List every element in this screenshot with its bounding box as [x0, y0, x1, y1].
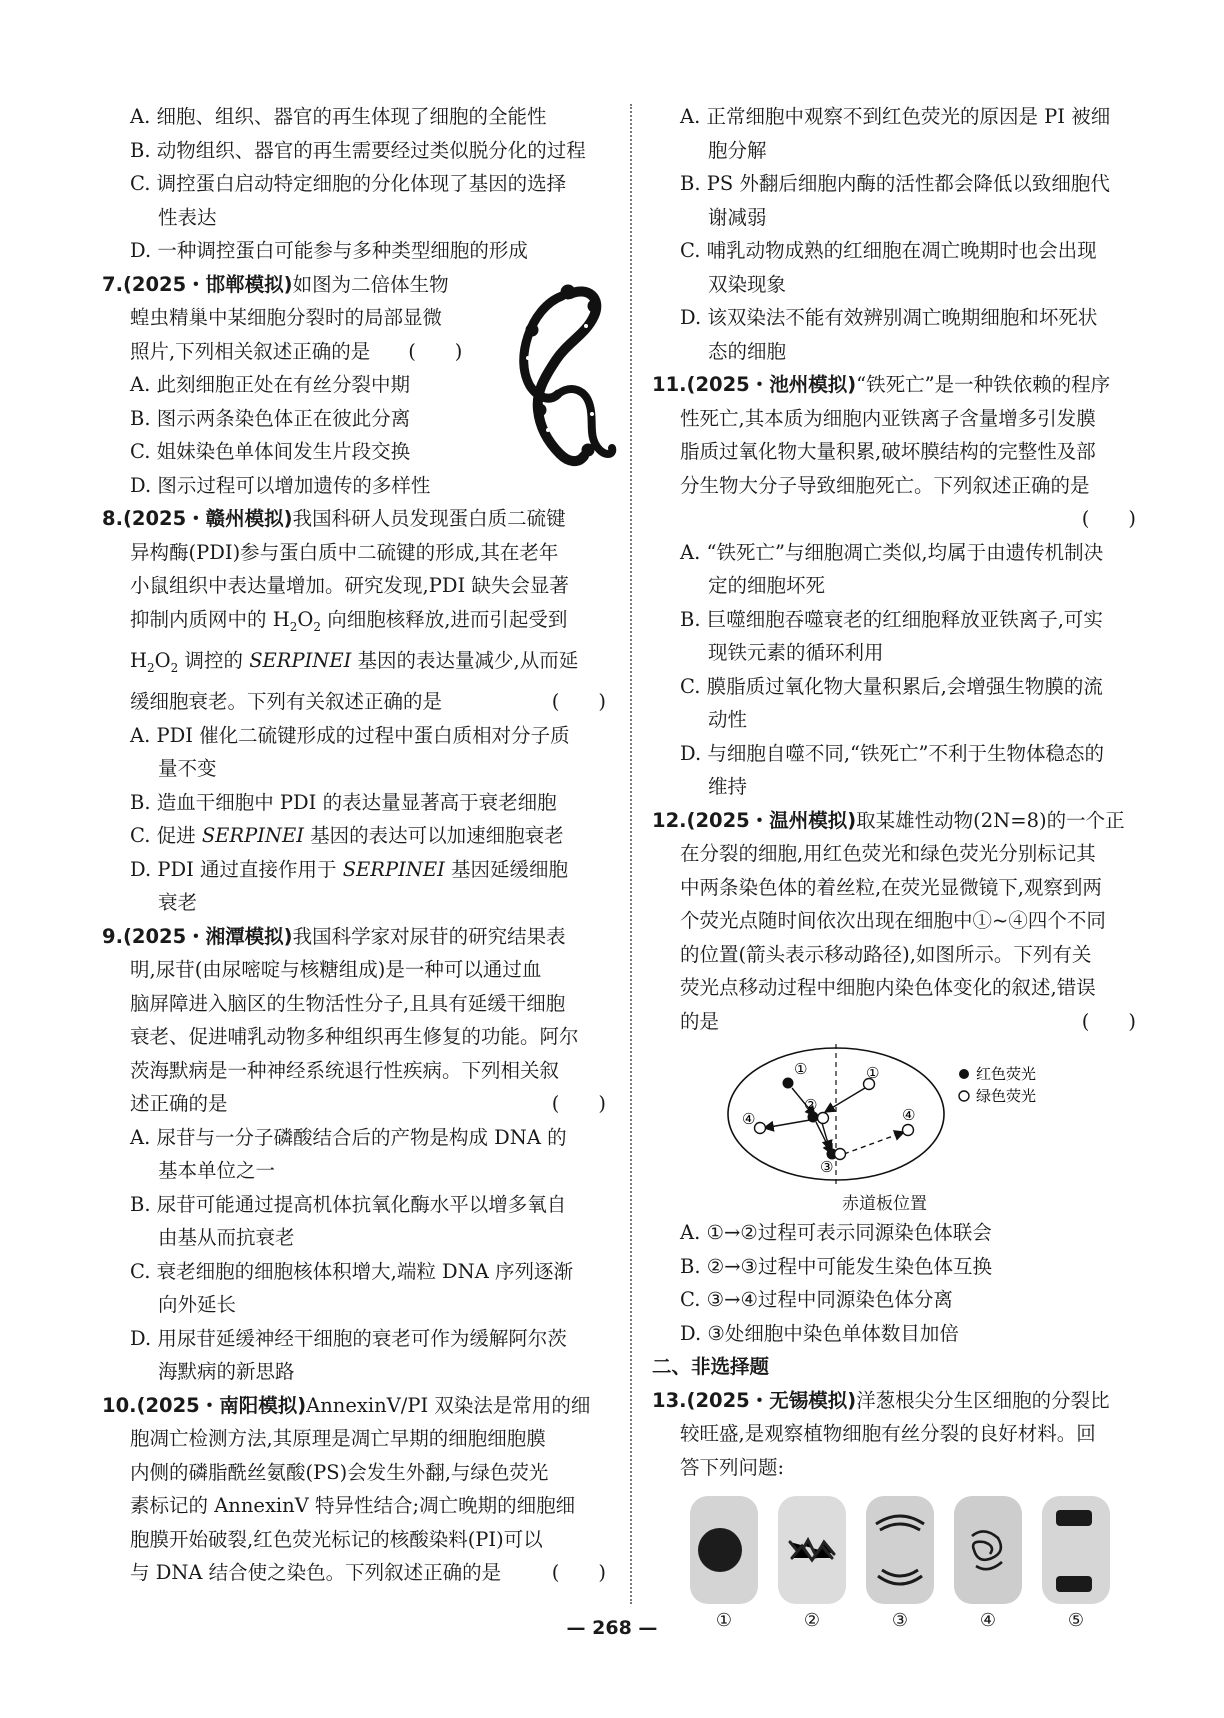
cell-image-1	[690, 1496, 758, 1604]
q11-option-b-cont: 现铁元素的循环利用	[708, 641, 884, 664]
cell-image-5	[1042, 1496, 1110, 1604]
cell-image-2	[778, 1496, 846, 1604]
green-dot	[835, 1149, 846, 1160]
q8-option-d-cont: 衰老	[158, 891, 198, 915]
q11-option-d-cont: 维持	[708, 775, 748, 798]
q8-source: (2025・赣州模拟)	[122, 507, 293, 530]
q10-option-d-cont: 态的细胞	[708, 339, 787, 363]
cell-image-4	[954, 1496, 1022, 1604]
q12-number: 12.	[652, 808, 687, 832]
q7-stem: 7.(2025・邯郸模拟)如图为二倍体生物	[102, 272, 449, 296]
right-column	[652, 100, 1140, 1636]
q13-stem-line: 较旺盛,是观察植物细胞有丝分裂的良好材料。回	[680, 1422, 1096, 1445]
position-label: ①	[794, 1060, 808, 1078]
q12-stem-line: 的位置(箭头表示移动路径),如图所示。下列有关	[680, 942, 1092, 966]
q9-option-c-cont: 向外延长	[158, 1293, 237, 1317]
q6-option-a: A. 细胞、组织、器官的再生体现了细胞的全能性	[130, 105, 547, 128]
green-dot	[903, 1125, 914, 1136]
q9-option-a: A. 尿苷与一分子磷酸结合后的产物是构成 DNA 的	[130, 1125, 567, 1149]
q10-option-b: B. PS 外翻后细胞内酶的活性都会降低以致细胞代	[680, 172, 1110, 195]
q12-option-c: C. ③→④过程中同源染色体分离	[680, 1288, 953, 1311]
cell-label: ⑤	[1067, 1610, 1085, 1631]
q10-stem-line: 胞凋亡检测方法,其原理是凋亡早期的细胞细胞膜	[130, 1427, 546, 1451]
q8-stem: 8.(2025・赣州模拟)我国科研人员发现蛋白质二硫键	[102, 507, 566, 530]
q10-stem-line: 与 DNA 结合使之染色。下列叙述正确的是 ( )	[102, 1556, 610, 1590]
q12-option-a: A. ①→②过程可表示同源染色体联会	[680, 1221, 992, 1244]
cell-ellipse-diagram	[724, 1044, 1104, 1194]
q9-number: 9.	[102, 924, 123, 948]
q9-stem: 9.(2025・湘潭模拟)我国科学家对尿苷的研究结果表	[102, 924, 566, 948]
q10-stem-line: 内侧的磷脂酰丝氨酸(PS)会发生外翻,与绿色荧光	[130, 1460, 549, 1484]
q7-number: 7.	[102, 272, 123, 296]
q12-stem: 12.(2025・温州模拟)取某雄性动物(2N=8)的一个正	[652, 808, 1125, 832]
legend-green-dot	[959, 1091, 969, 1101]
column-divider	[630, 104, 632, 1604]
q10-option-c-cont: 双染现象	[708, 272, 787, 296]
q9-stem-line: 茨海默病是一种神经系统退行性疾病。下列相关叙	[130, 1058, 560, 1082]
q10-option-a-cont: 胞分解	[708, 138, 767, 162]
q6-option-c: C. 调控蛋白启动特定细胞的分化体现了基因的选择	[130, 172, 567, 195]
q8-option-a: A. PDI 催化二硫键形成的过程中蛋白质相对分子质	[130, 723, 570, 747]
q8-option-a-cont: 量不变	[158, 757, 217, 781]
q12-source: (2025・温州模拟)	[686, 808, 857, 832]
section-heading: 二、非选择题	[652, 1355, 770, 1378]
q9-option-d: D. 用尿苷延缓神经干细胞的衰老可作为缓解阿尔茨	[130, 1326, 567, 1350]
q12-stem-line: 中两条染色体的着丝粒,在荧光显微镜下,观察到两	[680, 875, 1102, 899]
q9-option-b: B. 尿苷可能通过提高机体抗氧化酶水平以增多氧自	[130, 1192, 567, 1216]
legend-green-label: 绿色荧光	[976, 1087, 1037, 1105]
q7-stem-line: 照片,下列相关叙述正确的是 ( )	[130, 339, 463, 363]
position-label: ②	[804, 1096, 818, 1114]
q11-option-d: D. 与细胞自噬不同,“铁死亡”不利于生物体稳态的	[680, 741, 1104, 765]
q10-option-d: D. 该双染法不能有效辨别凋亡晚期细胞和坏死状	[680, 306, 1098, 329]
fluorescence-diagram	[724, 1044, 1104, 1214]
q10-stem-line: 素标记的 AnnexinV 特异性结合;凋亡晚期的细胞细	[130, 1494, 576, 1518]
q12-stem-line: 荧光点移动过程中细胞内染色体变化的叙述,错误	[680, 976, 1096, 999]
q10-number: 10.	[102, 1393, 137, 1417]
q9-stem-line: 明,尿苷(由尿嘧啶与核糖组成)是一种可以通过血	[130, 958, 542, 982]
q8-number: 8.	[102, 507, 123, 530]
q8-stem-line: 缓细胞衰老。下列有关叙述正确的是 ( )	[102, 685, 610, 719]
position-label: ①	[866, 1064, 880, 1082]
chromosome-micrograph	[498, 280, 618, 470]
q11-option-b: B. 巨噬细胞吞噬衰老的红细胞释放亚铁离子,可实	[680, 607, 1103, 631]
answer-paren: ( )	[1081, 507, 1136, 530]
q7-option-b: B. 图示两条染色体正在彼此分离	[130, 406, 411, 430]
legend-red-label: 红色荧光	[976, 1065, 1037, 1083]
q10-option-b-cont: 谢减弱	[708, 205, 767, 229]
answer-paren: ( )	[1081, 1009, 1136, 1033]
onion-cells-micrograph	[690, 1496, 1110, 1636]
q11-stem: 11.(2025・池州模拟)“铁死亡”是一种铁依赖的程序	[652, 373, 1111, 396]
q6-option-b: B. 动物组织、器官的再生需要经过类似脱分化的过程	[130, 138, 586, 162]
q9-option-a-cont: 基本单位之一	[158, 1159, 276, 1183]
q8-option-b: B. 造血干细胞中 PDI 的表达量显著高于衰老细胞	[130, 790, 557, 814]
q13-stem: 13.(2025・无锡模拟)洋葱根尖分生区细胞的分裂比	[652, 1388, 1110, 1412]
answer-paren: ( )	[408, 339, 463, 363]
q12-stem-line: 的是 ( )	[652, 1005, 1140, 1039]
answer-paren: ( )	[551, 1092, 606, 1116]
q9-option-d-cont: 海默病的新思路	[158, 1360, 295, 1384]
q6-option-c-cont: 性表达	[158, 205, 217, 229]
green-dot	[818, 1113, 829, 1124]
q8-option-c: C. 促进 SERPINEI 基因的表达可以加速细胞衰老	[130, 824, 564, 848]
q12-stem-line: 在分裂的细胞,用红色荧光和绿色荧光分别标记其	[680, 842, 1096, 865]
equatorial-plate-caption: 赤道板位置	[842, 1194, 927, 1214]
position-label: ④	[742, 1110, 756, 1128]
green-dot	[755, 1123, 766, 1134]
q8-option-d: D. PDI 通过直接作用于 SERPINEI 基因延缓细胞	[130, 857, 569, 881]
q7-option-c: C. 姐妹染色单体间发生片段交换	[130, 440, 411, 463]
q11-number: 11.	[652, 373, 687, 396]
q11-stem-line: 分生物大分子导致细胞死亡。下列叙述正确的是	[680, 473, 1090, 497]
q13-stem-line: 答下列问题:	[680, 1455, 785, 1479]
answer-paren: ( )	[551, 1561, 606, 1585]
cell-label: ②	[803, 1610, 821, 1631]
q9-option-c: C. 衰老细胞的细胞核体积增大,端粒 DNA 序列逐渐	[130, 1259, 573, 1283]
red-dot	[783, 1078, 794, 1089]
q11-source: (2025・池州模拟)	[686, 373, 857, 396]
cell-label: ①	[715, 1610, 733, 1631]
q11-stem-line: 性死亡,其本质为细胞内亚铁离子含量增多引发膜	[680, 406, 1096, 430]
q9-stem-line: 述正确的是 ( )	[102, 1087, 610, 1121]
q7-option-a: A. 此刻细胞正处在有丝分裂中期	[130, 373, 410, 396]
q11-option-c: C. 膜脂质过氧化物大量积累后,会增强生物膜的流	[680, 674, 1103, 698]
cell-image-3	[866, 1496, 934, 1604]
q13-number: 13.	[652, 1388, 687, 1412]
q6-option-d: D. 一种调控蛋白可能参与多种类型细胞的形成	[130, 239, 528, 262]
cell-label: ③	[891, 1610, 909, 1631]
q12-stem-line: 个荧光点随时间依次出现在细胞中①~④四个不同	[680, 909, 1106, 932]
q10-option-a: A. 正常细胞中观察不到红色荧光的原因是 PI 被细	[680, 105, 1111, 128]
q7-stem-line: 蝗虫精巢中某细胞分裂时的局部显微	[130, 306, 443, 329]
position-label: ④	[902, 1106, 916, 1124]
position-label: ③	[820, 1158, 834, 1176]
q8-stem-line: $H_2O_2$ 调控的 SERPINEI 基因的表达量减少,从而延	[130, 648, 579, 675]
cell-label: ④	[979, 1610, 997, 1631]
answer-paren: ( )	[551, 690, 606, 714]
q11-option-c-cont: 动性	[708, 708, 748, 731]
q8-stem-line: 异构酶(PDI)参与蛋白质中二硫键的形成,其在老年	[130, 540, 559, 564]
q10-option-c: C. 哺乳动物成熟的红细胞在凋亡晚期时也会出现	[680, 239, 1097, 262]
q11-stem-line: 脂质过氧化物大量积累,破坏膜结构的完整性及部	[680, 440, 1096, 463]
q10-stem-line: 胞膜开始破裂,红色荧光标记的核酸染料(PI)可以	[130, 1527, 543, 1551]
q13-source: (2025・无锡模拟)	[686, 1388, 857, 1412]
q10-stem: 10.(2025・南阳模拟)AnnexinV/PI 双染法是常用的细	[102, 1393, 591, 1417]
q8-stem-line: 小鼠组织中表达量增加。研究发现,PDI 缺失会显著	[130, 574, 569, 597]
q12-option-b: B. ②→③过程中可能发生染色体互换	[680, 1254, 993, 1278]
q11-option-a-cont: 定的细胞坏死	[708, 574, 826, 597]
q10-source: (2025・南阳模拟)	[136, 1393, 307, 1417]
q9-stem-line: 衰老、促进哺乳动物多种组织再生修复的功能。阿尔	[130, 1025, 579, 1049]
q12-option-d: D. ③处细胞中染色单体数目加倍	[680, 1321, 959, 1345]
q11-option-a: A. “铁死亡”与细胞凋亡类似,均属于由遗传机制决	[680, 540, 1104, 564]
q9-option-b-cont: 由基从而抗衰老	[158, 1226, 295, 1250]
page-number: — 268 —	[566, 1617, 658, 1639]
legend-red-dot	[959, 1069, 969, 1079]
q9-source: (2025・湘潭模拟)	[122, 924, 293, 948]
q9-stem-line: 脑屏障进入脑区的生物活性分子,且具有延缓干细胞	[130, 991, 566, 1015]
q8-stem-line: 抑制内质网中的 $H_2O_2$ 向细胞核释放,进而引起受到	[130, 607, 568, 634]
q7-source: (2025・邯郸模拟)	[122, 272, 293, 296]
q7-option-d: D. 图示过程可以增加遗传的多样性	[130, 473, 431, 497]
